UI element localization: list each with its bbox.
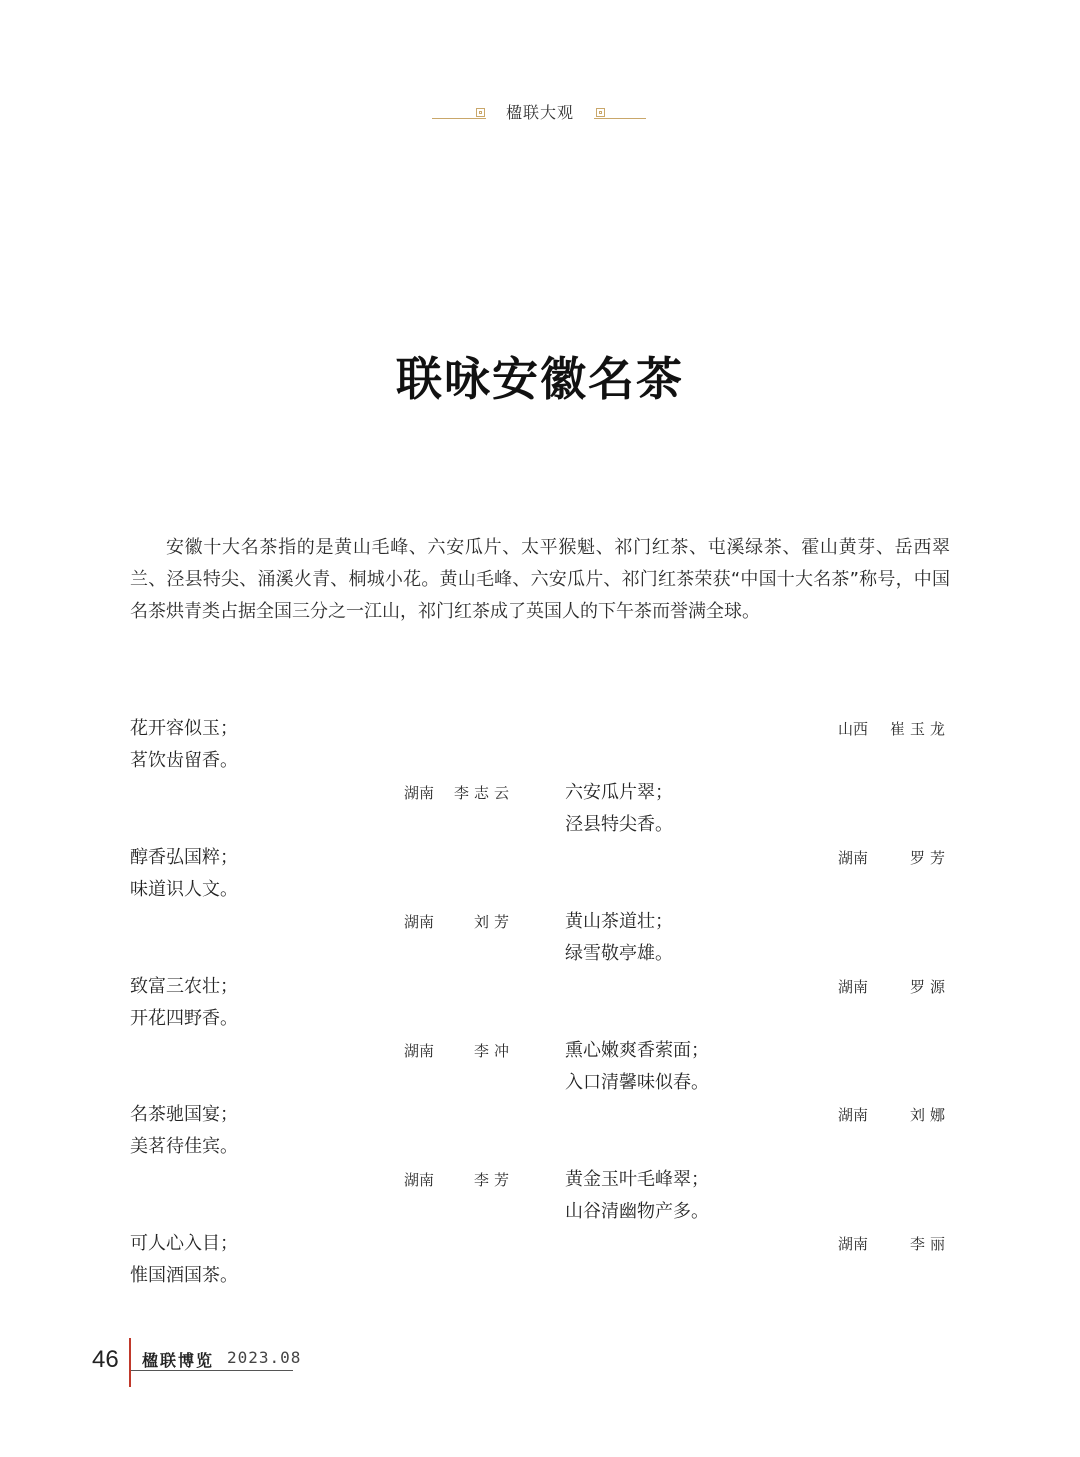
author-province: 湖南: [404, 784, 435, 802]
issue-date: 2023.08: [227, 1348, 302, 1367]
article-title: 联咏安徽名茶: [396, 352, 684, 406]
author-name: 李丽: [909, 1235, 950, 1253]
author-province: 湖南: [838, 1106, 869, 1124]
couplet-line-lower: 泾县特尖香。: [565, 814, 673, 835]
fret-ornament-left-icon: [476, 108, 485, 117]
author-name: 李志云: [453, 784, 514, 802]
couplet-4: [565, 906, 673, 970]
author-province: 湖南: [404, 1171, 435, 1189]
couplet-line-upper: 醇香弘国粹；: [130, 847, 238, 868]
author-name: 李冲: [473, 1042, 514, 1060]
couplet-line-lower: 山谷清幽物产多。: [565, 1201, 709, 1222]
couplet-line-lower: 茗饮齿留香。: [130, 750, 238, 771]
couplet-6: [565, 1035, 709, 1099]
couplet-9: [130, 1228, 238, 1292]
page-number: 46: [92, 1346, 119, 1373]
header-rule-left: [432, 118, 486, 119]
couplet-7: [130, 1099, 238, 1163]
couplet-3: [130, 842, 238, 906]
footer-divider: [129, 1338, 131, 1387]
couplet-line-lower: 绿雪敬亭雄。: [565, 943, 673, 964]
couplet-1: [130, 713, 238, 777]
couplet-line-upper: 致富三农壮；: [130, 976, 238, 997]
author-province: 湖南: [404, 1042, 435, 1060]
couplet-line-upper: 熏心嫩爽香萦面；: [565, 1040, 709, 1061]
article-intro: 安徽十大名茶指的是黄山毛峰、六安瓜片、太平猴魁、祁门红茶、屯溪绿茶、霍山黄芽、岳西翠兰、泾县特尖、涌溪火青、桐城小花。黄山毛峰、六安瓜片、祁门红茶荣获“中国十大名茶”称号，中国名茶烘青类占据全国三分之一江山，祁门红茶成了英国人的下午茶而誉满全球。: [130, 537, 950, 622]
couplet-line-upper: 可人心入目；: [130, 1233, 238, 1254]
couplet-line-lower: 美茗待佳宾。: [130, 1136, 238, 1157]
author-name: 罗源: [909, 978, 950, 996]
couplet-8: [565, 1164, 709, 1228]
couplet-line-upper: 黄山茶道壮；: [565, 911, 673, 932]
couplet-line-lower: 惟国酒国茶。: [130, 1265, 238, 1286]
author-province: 湖南: [838, 1235, 869, 1253]
couplet-line-upper: 花开容似玉；: [130, 718, 238, 739]
author-name: 李芳: [473, 1171, 514, 1189]
header-rule-right: [594, 118, 646, 119]
author-name: 崔玉龙: [889, 720, 950, 738]
footer-underline: [131, 1370, 293, 1371]
couplet-line-lower: 开花四野香。: [130, 1008, 238, 1029]
fret-ornament-right-icon: [596, 108, 605, 117]
author-province: 湖南: [838, 849, 869, 867]
author-name: 罗芳: [909, 849, 950, 867]
couplet-line-lower: 味道识人文。: [130, 879, 238, 900]
author-province: 湖南: [404, 913, 435, 931]
author-province: 山西: [838, 720, 869, 738]
couplet-line-upper: 黄金玉叶毛峰翠；: [565, 1169, 709, 1190]
author-name: 刘芳: [473, 913, 514, 931]
journal-name: 楹联博览: [142, 1351, 215, 1370]
section-header: [0, 98, 1080, 128]
author-name: 刘娜: [909, 1106, 950, 1124]
couplet-2: [565, 777, 673, 841]
author-province: 湖南: [838, 978, 869, 996]
couplet-line-lower: 入口清馨味似春。: [565, 1072, 709, 1093]
couplet-line-upper: 名茶驰国宴；: [130, 1104, 238, 1125]
section-title: 楹联大观: [505, 103, 574, 122]
couplet-5: [130, 971, 238, 1035]
couplet-line-upper: 六安瓜片翠；: [565, 782, 673, 803]
